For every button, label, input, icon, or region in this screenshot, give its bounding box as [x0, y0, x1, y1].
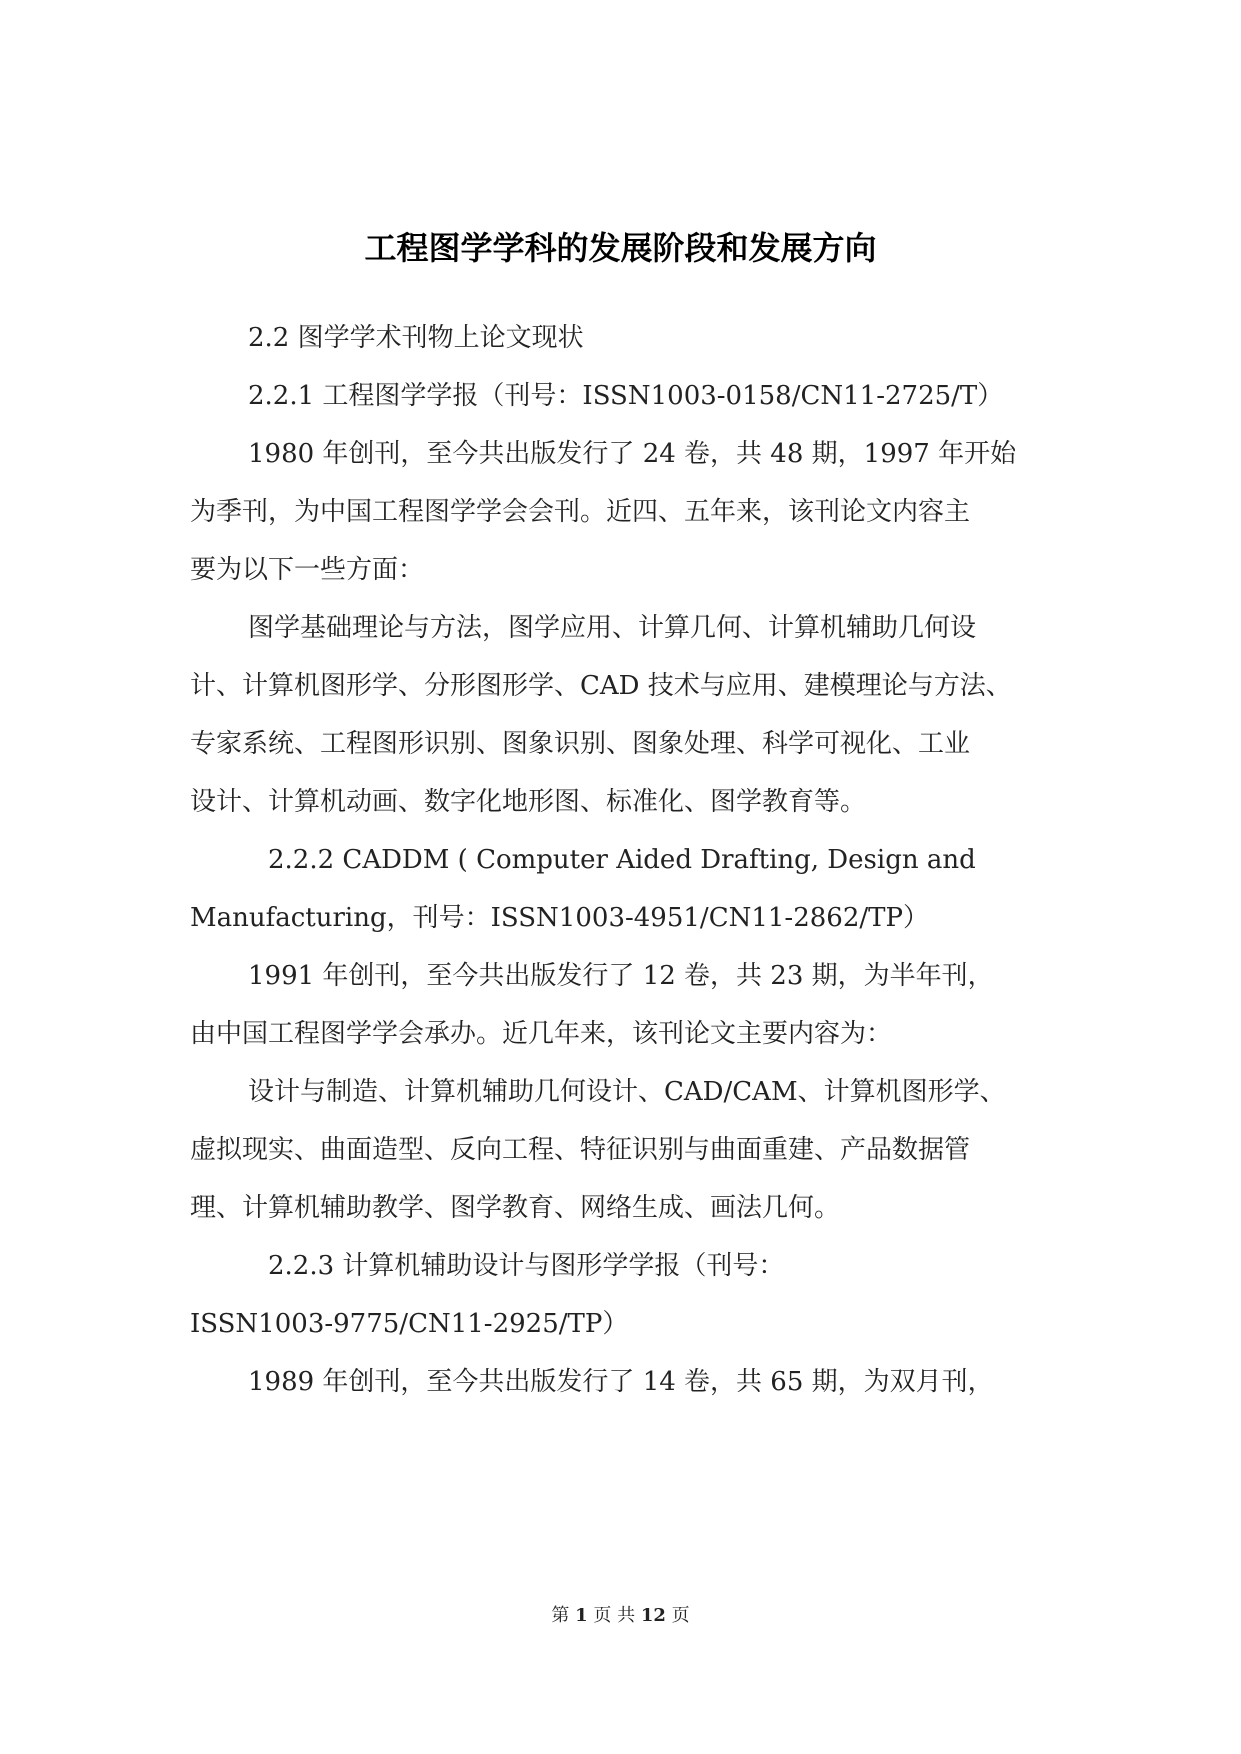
current-page-number: 1 — [575, 1605, 588, 1626]
section-heading-2-2: 2.2 图学学术刊物上论文现状 — [248, 323, 584, 353]
paragraph-line: 图学基础理论与方法，图学应用、计算几何、计算机辅助几何设 — [248, 613, 977, 643]
footer-prefix: 第 — [551, 1605, 570, 1626]
paragraph-line: 设计与制造、计算机辅助几何设计、CAD/CAM、计算机图形学、 — [248, 1077, 1006, 1107]
paragraph-line: 由中国工程图学学会承办。近几年来，该刊论文主要内容为： — [190, 1019, 893, 1049]
paragraph-line: 专家系统、工程图形识别、图象识别、图象处理、科学可视化、工业 — [190, 729, 971, 759]
subsection-heading-2-2-2: 2.2.2 CADDM ( Computer Aided Drafting, Design and — [268, 845, 976, 875]
paragraph-line: ISSN1003-9775/CN11-2925/TP） — [190, 1309, 629, 1339]
paragraph-line: 1991 年创刊，至今共出版发行了 12 卷，共 23 期，为半年刊， — [248, 961, 994, 991]
paragraph-line: 1989 年创刊，至今共出版发行了 14 卷，共 65 期，为双月刊， — [248, 1367, 994, 1397]
document-title: 工程图学学科的发展阶段和发展方向 — [364, 229, 877, 267]
paragraph-line: 为季刊，为中国工程图学学会会刊。近四、五年来，该刊论文内容主 — [190, 497, 971, 527]
footer-middle: 页 共 — [593, 1605, 636, 1626]
paragraph-line: 理、计算机辅助教学、图学教育、网络生成、画法几何。 — [190, 1193, 841, 1223]
footer-suffix: 页 — [671, 1605, 690, 1626]
paragraph-line: 虚拟现实、曲面造型、反向工程、特征识别与曲面重建、产品数据管 — [190, 1135, 971, 1165]
subsection-heading-2-2-1: 2.2.1 工程图学学报（刊号：ISSN1003-0158/CN11-2725/T） — [248, 381, 1004, 411]
page-footer — [0, 1604, 1241, 1628]
paragraph-line: 要为以下一些方面： — [190, 555, 425, 585]
paragraph-line: 1980 年创刊，至今共出版发行了 24 卷，共 48 期，1997 年开始 — [248, 439, 1017, 469]
subsection-heading-2-2-3: 2.2.3 计算机辅助设计与图形学学报（刊号： — [268, 1251, 785, 1281]
paragraph-line: 设计、计算机动画、数字化地形图、标准化、图学教育等。 — [190, 787, 867, 817]
total-page-count: 12 — [640, 1605, 666, 1626]
paragraph-line: 计、计算机图形学、分形图形学、CAD 技术与应用、建模理论与方法、 — [190, 671, 1012, 701]
paragraph-line: Manufacturing，刊号：ISSN1003-4951/CN11-2862/TP） — [190, 903, 929, 933]
